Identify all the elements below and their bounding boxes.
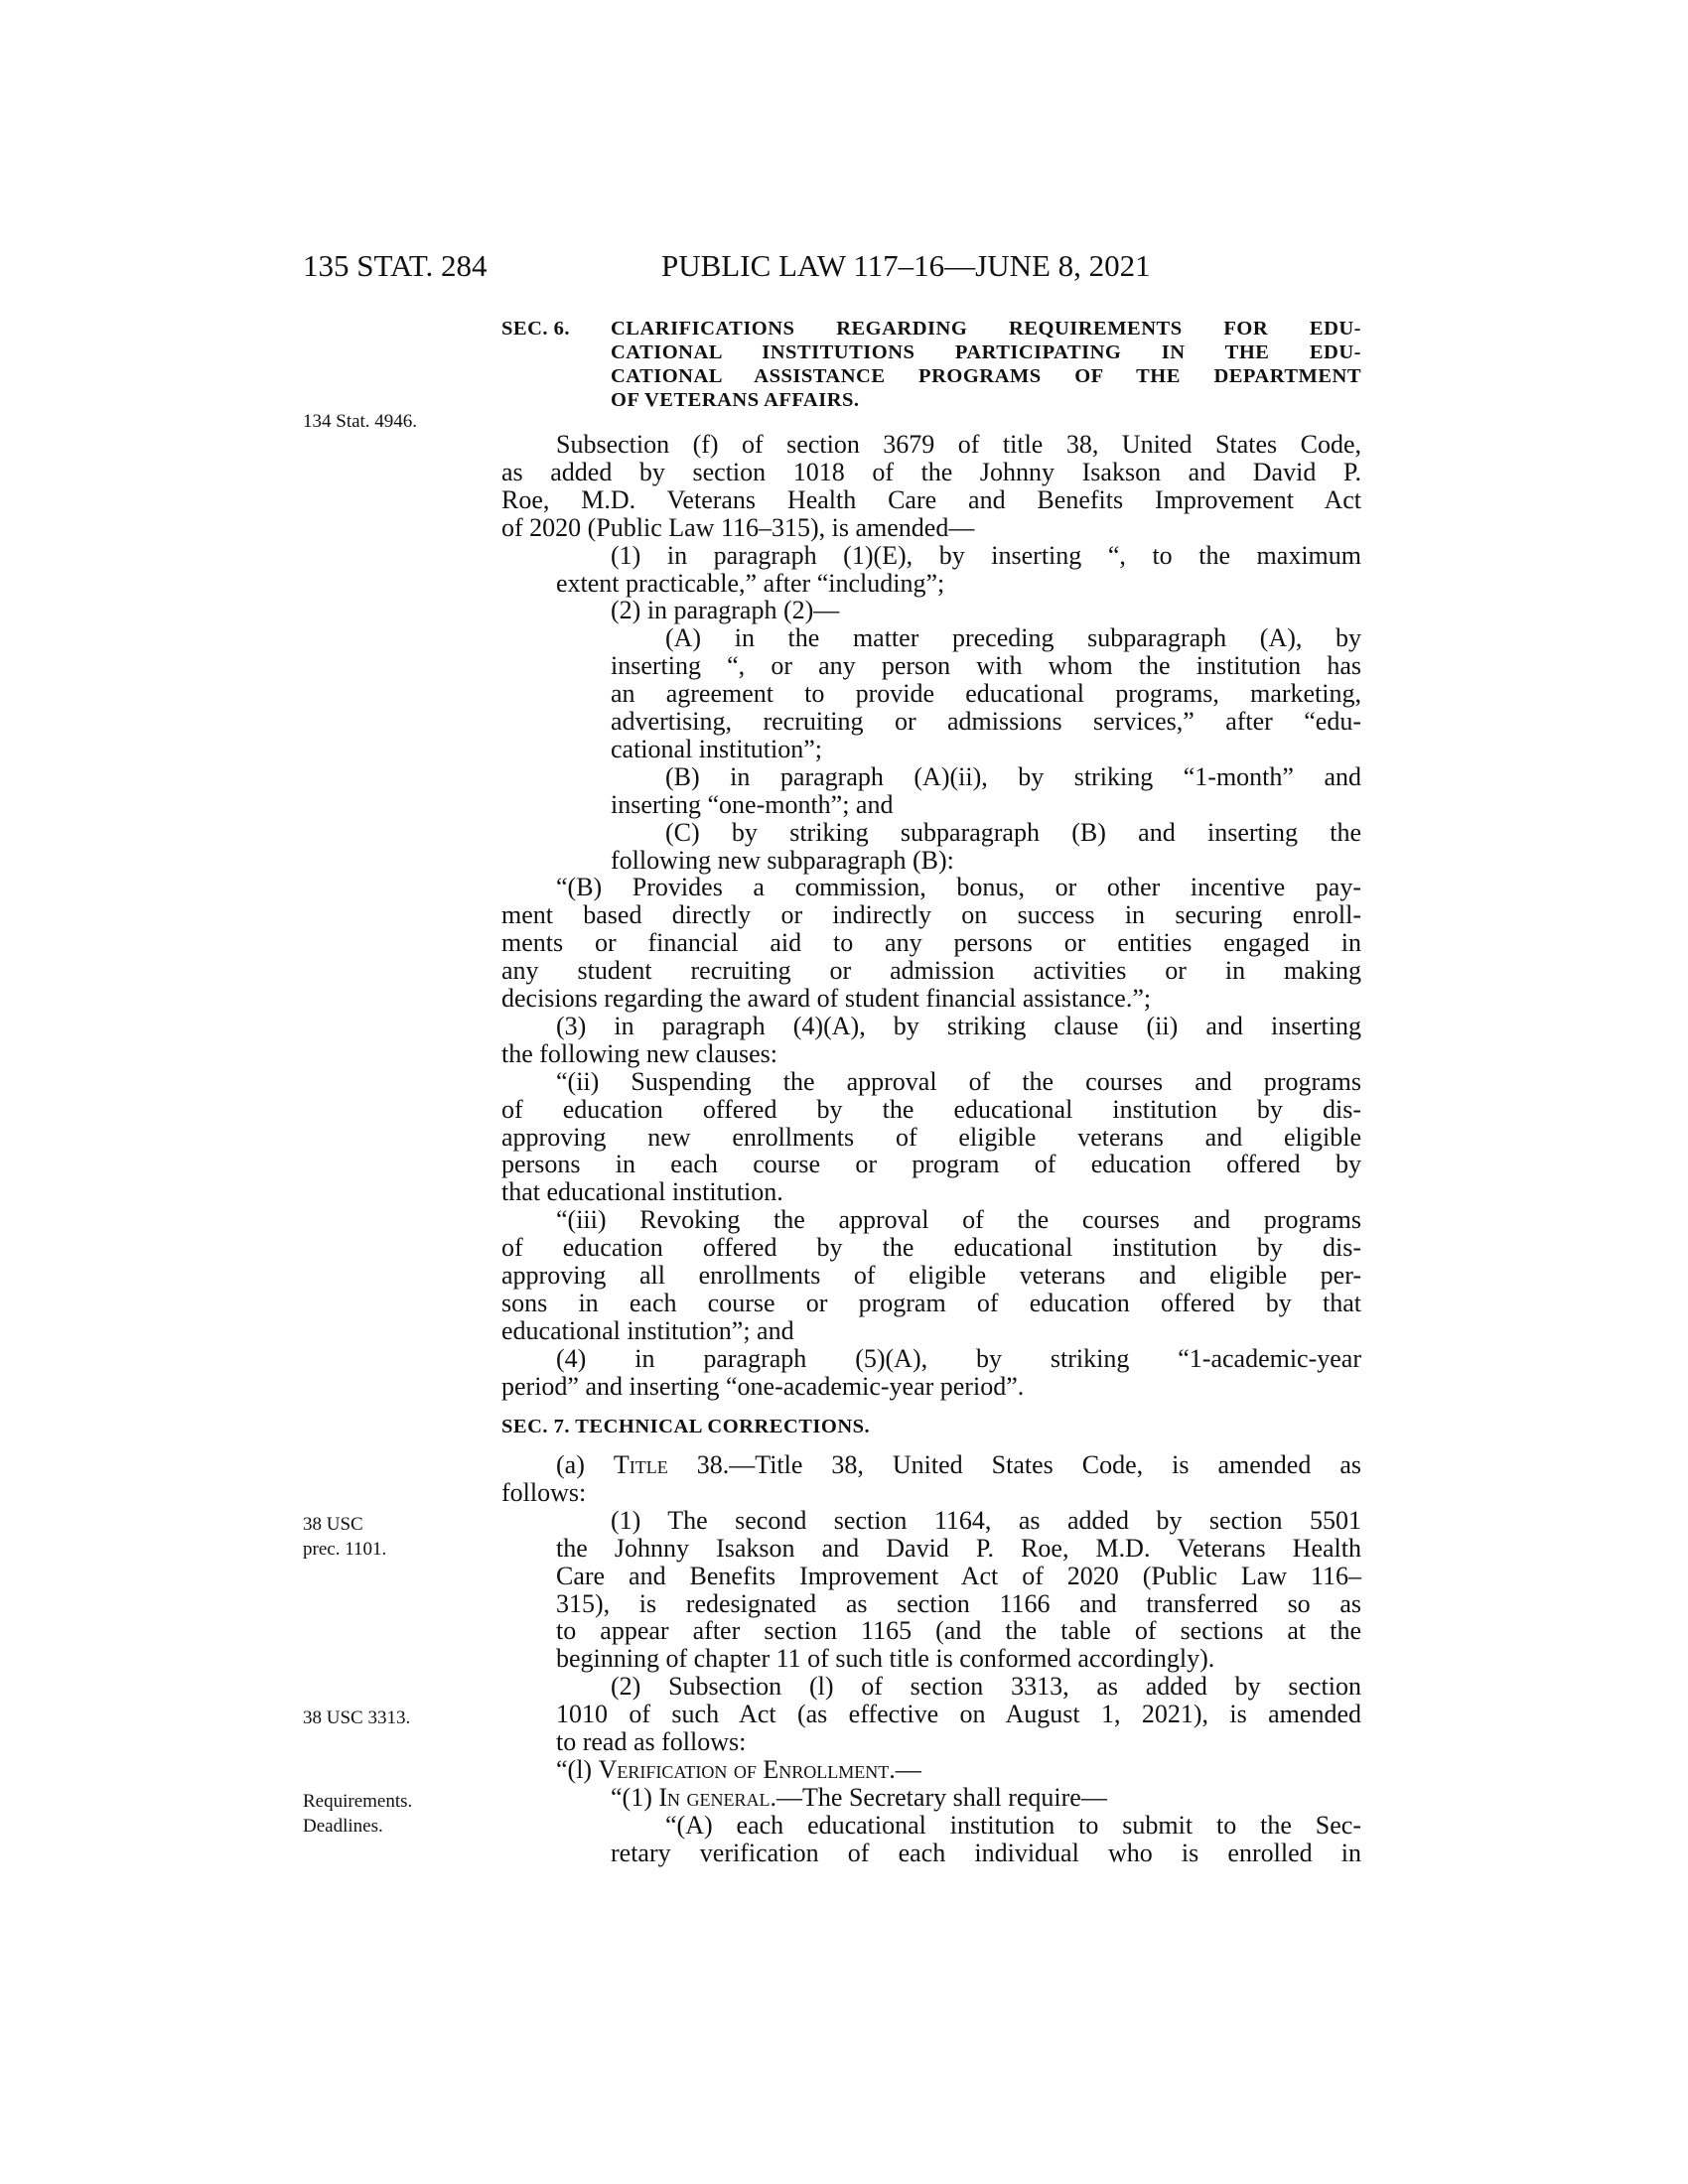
text-line: (1) The second section 1164, as added by section 5501 <box>611 1505 1361 1535</box>
text-line: (3) in paragraph (4)(A), by striking clause (ii) and inserting <box>556 1011 1361 1040</box>
text-line: to read as follows: <box>556 1727 747 1756</box>
text-line: (1) in paragraph (1)(E), by inserting “, to the maximum <box>611 540 1361 570</box>
margin-note-line: Deadlines. <box>303 1816 383 1837</box>
text-line: (B) in paragraph (A)(ii), by striking “1-month” and <box>665 761 1361 791</box>
text-line <box>611 1784 1361 1812</box>
text-line: that educational institution. <box>501 1177 783 1207</box>
subsection-l-title: Verification of Enrollment <box>598 1754 890 1784</box>
text-line: period” and inserting “one-academic-year period”. <box>501 1371 1025 1401</box>
paragraph-1-text: .—The Secretary shall require— <box>770 1782 1107 1812</box>
text-line: approving all enrollments of eligible veterans and eligible per- <box>501 1261 1361 1290</box>
text-line: approving new enrollments of eligible veterans and eligible <box>501 1122 1361 1152</box>
text-line: decisions regarding the award of student financial assistance.”; <box>501 984 1152 1013</box>
text-line: (2) in paragraph (2)— <box>611 596 840 625</box>
subsection-a-title: Title <box>613 1450 668 1479</box>
margin-note-line: prec. 1101. <box>303 1539 387 1560</box>
text-line <box>556 1451 1361 1479</box>
subsection-l-prefix: “(l) <box>556 1754 599 1784</box>
text-line: (C) by striking subparagraph (B) and inserting the <box>665 817 1361 847</box>
paragraph-1-prefix: “(1) <box>611 1782 659 1812</box>
text-line: to appear after section 1165 (and the table of sections at the <box>556 1616 1361 1646</box>
section-6-heading-text: CLARIFICATIONS REGARDING REQUIREMENTS FOR EDU- <box>611 318 1361 340</box>
text-line: 1010 of such Act (as effective on August 1, 2021), is amended <box>556 1700 1361 1729</box>
text-line: persons in each course or program of education offered by <box>501 1150 1361 1179</box>
text-line: educational institution”; and <box>501 1315 794 1345</box>
text-line: advertising, recruiting or admissions services,” after “edu- <box>611 707 1361 736</box>
text-line: inserting “, or any person with whom the institution has <box>611 651 1361 681</box>
text-line: “(B) Provides a commission, bonus, or other incentive pay- <box>556 873 1361 902</box>
text-line: the Johnny Isakson and David P. Roe, M.D. Veterans Health <box>556 1533 1361 1563</box>
subsection-a-prefix: (a) <box>556 1450 614 1479</box>
margin-note-usc-1101 <box>303 1512 386 1562</box>
margin-note-line: Requirements. <box>303 1791 413 1812</box>
text-line: extent practicable,” after “including”; <box>556 568 945 598</box>
text-line: beginning of chapter 11 of such title is conformed accordingly). <box>556 1644 1215 1674</box>
text-line: follows: <box>501 1477 587 1507</box>
text-line: cational institution”; <box>611 734 823 763</box>
text-line: of education offered by the educational institution by dis- <box>501 1233 1361 1263</box>
margin-note-line: 38 USC <box>303 1514 363 1535</box>
margin-note-usc-3313: 38 USC 3313. <box>303 1707 411 1728</box>
text-line: as added by section 1018 of the Johnny Isakson and David P. <box>501 457 1361 486</box>
text-line: ment based directly or indirectly on success in securing enroll- <box>501 900 1361 930</box>
margin-note-requirements <box>303 1789 412 1839</box>
text-line: ments or financial aid to any persons or entities engaged in <box>501 928 1361 958</box>
text-line: any student recruiting or admission activities or in making <box>501 956 1361 986</box>
subsection-l-suffix: .— <box>889 1754 921 1784</box>
text-line: of education offered by the educational institution by dis- <box>501 1094 1361 1124</box>
paragraph-1-title: In general <box>658 1782 771 1812</box>
text-line: sons in each course or program of education offered by that <box>501 1288 1361 1317</box>
section-6-heading-line: CATIONAL INSTITUTIONS PARTICIPATING IN THE EDU- <box>611 341 1361 363</box>
margin-note-stat: 134 Stat. 4946. <box>303 411 418 432</box>
text-line: of 2020 (Public Law 116–315), is amended— <box>501 512 975 542</box>
subsection-a-text: 38.—Title 38, United States Code, is amended as <box>667 1450 1361 1479</box>
text-line: following new subparagraph (B): <box>611 845 954 875</box>
section-6-heading-line: CATIONAL ASSISTANCE PROGRAMS OF THE DEPARTMENT <box>611 365 1361 387</box>
text-line: (2) Subsection (l) of section 3313, as added by section <box>611 1672 1361 1702</box>
text-line: “(iii) Revoking the approval of the courses and programs <box>556 1205 1361 1235</box>
section-6-label: SEC. 6. <box>501 318 571 340</box>
text-line: 315), is redesignated as section 1166 and transferred so as <box>556 1588 1361 1618</box>
stat-page-number: 135 STAT. 284 <box>303 248 488 283</box>
text-line: Care and Benefits Improvement Act of 2020 (Public Law 116– <box>556 1561 1361 1590</box>
text-line: retary verification of each individual who is enrolled in <box>611 1838 1361 1867</box>
text-line: Roe, M.D. Veterans Health Care and Benefits Improvement Act <box>501 484 1361 514</box>
section-7-heading-text: SEC. 7. TECHNICAL CORRECTIONS. <box>501 1416 871 1437</box>
text-line: inserting “one-month”; and <box>611 789 894 819</box>
text-line: “(A) each educational institution to submit to the Sec- <box>665 1810 1361 1840</box>
text-line: “(ii) Suspending the approval of the courses and programs <box>556 1066 1361 1096</box>
text-line: (4) in paragraph (5)(A), by striking “1-academic-year <box>556 1343 1361 1373</box>
text-line <box>556 1756 1361 1784</box>
law-title-header: PUBLIC LAW 117–16—JUNE 8, 2021 <box>661 248 1151 283</box>
text-line: an agreement to provide educational programs, marketing, <box>611 679 1361 709</box>
section-6-heading-line: OF VETERANS AFFAIRS. <box>611 389 860 411</box>
text-line: the following new clauses: <box>501 1038 777 1068</box>
text-line: Subsection (f) of section 3679 of title 38, United States Code, <box>556 430 1361 459</box>
text-line: (A) in the matter preceding subparagraph (A), by <box>665 623 1361 653</box>
